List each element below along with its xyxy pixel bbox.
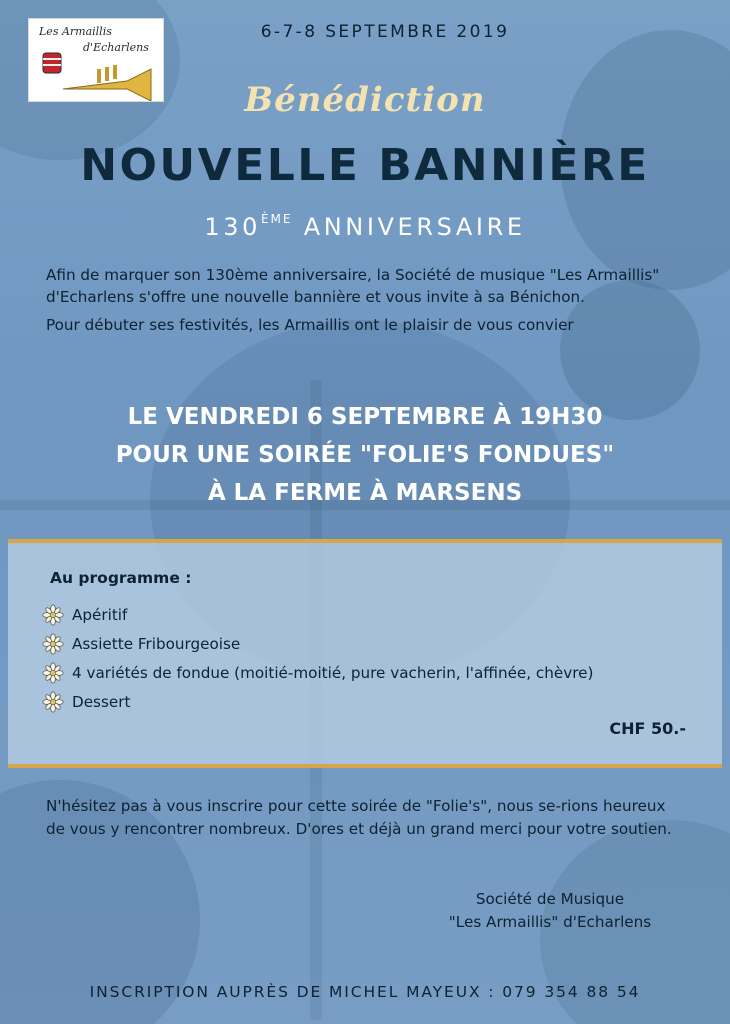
- anniversary-suffix: ÈME: [260, 212, 293, 226]
- closing-text: N'hésitez pas à vous inscrire pour cette soirée de "Folie's", nous se-rions heureux de vous y rencontrer nombreux. D'ores et déjà un grand merci pour votre soutien.: [46, 797, 672, 838]
- signature-line-1: Société de Musique: [475, 890, 625, 908]
- programme-item-label: Apéritif: [72, 605, 128, 624]
- highlight-line-3: À LA FERME À MARSENS: [207, 480, 523, 506]
- programme-title: Au programme :: [50, 569, 192, 587]
- programme-item-label: Dessert: [72, 692, 131, 711]
- list-item: [42, 658, 593, 687]
- benediction-heading: Bénédiction: [244, 80, 486, 120]
- intro-text: [46, 264, 676, 342]
- page-title: NOUVELLE BANNIÈRE: [80, 140, 650, 191]
- programme-list: [42, 600, 593, 716]
- edelweiss-icon: [42, 691, 64, 713]
- list-item: [42, 600, 593, 629]
- anniversary-number: 130: [204, 213, 261, 241]
- signature-line-2: "Les Armaillis" d'Echarlens: [448, 913, 652, 931]
- anniversary-heading: [0, 212, 730, 241]
- highlight-line-1: LE VENDREDI 6 SEPTEMBRE À 19H30: [127, 404, 603, 430]
- edelweiss-icon: [42, 633, 64, 655]
- signature: [430, 888, 670, 934]
- programme-item-label: 4 variétés de fondue (moitié-moitié, pure vacherin, l'affinée, chèvre): [72, 663, 594, 682]
- highlight-line-2: POUR UNE SOIRÉE "FOLIE'S FONDUES": [115, 442, 615, 468]
- logo-text-line1: Les Armaillis: [39, 25, 112, 38]
- anniversary-word: ANNIVERSAIRE: [303, 213, 526, 241]
- programme-item-label: Assiette Fribourgeoise: [72, 634, 241, 653]
- intro-paragraph-2: Pour débuter ses festivités, les Armaillis ont le plaisir de vous convier: [46, 316, 574, 334]
- list-item: [42, 629, 593, 658]
- list-item: [42, 687, 593, 716]
- logo-text-line2: d'Echarlens: [83, 41, 149, 54]
- intro-paragraph-1: Afin de marquer son 130ème anniversaire, la Société de musique "Les Armaillis" d'Echarlens s'offre une nouvelle bannière et vous invite à sa Bénichon.: [46, 266, 660, 306]
- price: CHF 50.-: [609, 719, 686, 738]
- inscription-contact: INSCRIPTION AUPRÈS DE MICHEL MAYEUX : 079 354 88 54: [89, 983, 641, 1001]
- edelweiss-icon: [42, 662, 64, 684]
- event-highlight: [0, 398, 730, 512]
- edelweiss-icon: [42, 604, 64, 626]
- event-dates: 6-7-8 SEPTEMBRE 2019: [260, 22, 510, 42]
